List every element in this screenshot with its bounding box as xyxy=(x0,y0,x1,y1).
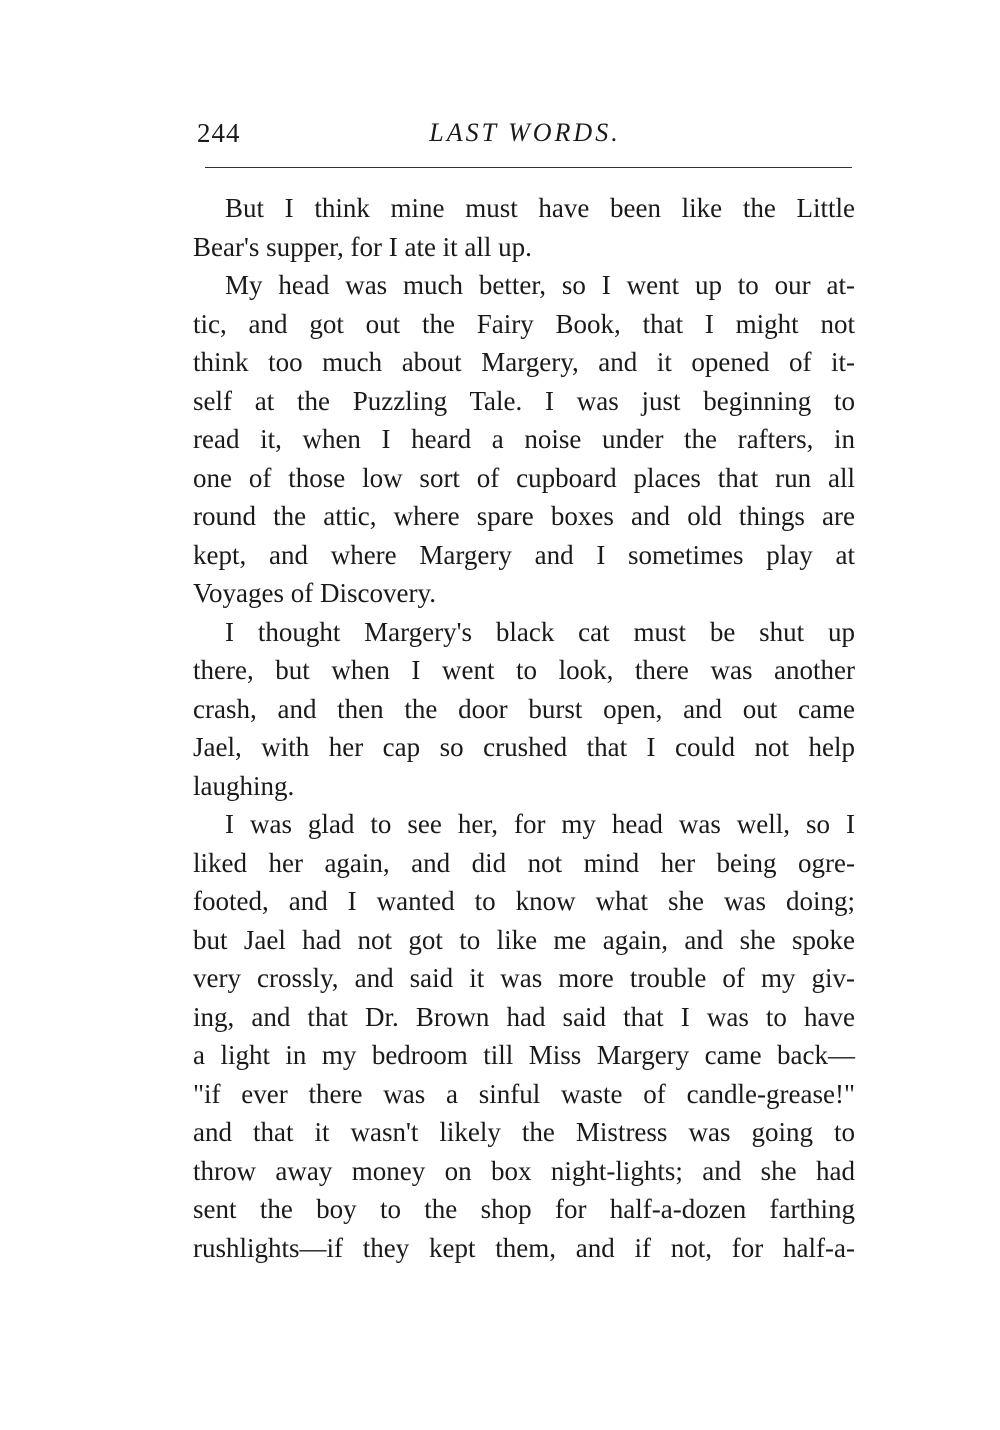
text-line: Jael, with her cap so crushed that I could not help xyxy=(193,732,855,762)
text-line: Bear's supper, for I ate it all up. xyxy=(193,231,532,262)
text-line: there, but when I went to look, there was another xyxy=(193,655,855,685)
text-line: and that it wasn't likely the Mistress was going to xyxy=(193,1117,855,1147)
text-line: read it, when I heard a noise under the rafters, in xyxy=(193,424,855,454)
body-text xyxy=(193,189,855,1267)
text-line: I thought Margery's black cat must be shut up xyxy=(225,616,855,647)
page-number: 244 xyxy=(197,118,241,148)
text-line: very crossly, and said it was more trouble of my giv- xyxy=(193,963,855,993)
text-line: round the attic, where spare boxes and old things are xyxy=(193,501,855,531)
text-line: throw away money on box night-lights; and she had xyxy=(193,1155,855,1186)
text-line: a light in my bedroom till Miss Margery came back— xyxy=(193,1040,855,1070)
text-line: sent the boy to the shop for half-a-dozen farthing xyxy=(193,1194,855,1224)
text-line: kept, and where Margery and I sometimes play at xyxy=(193,539,855,570)
text-line: self at the Puzzling Tale. I was just beginning to xyxy=(193,385,855,416)
text-line: ing, and that Dr. Brown had said that I was to have xyxy=(193,1001,855,1032)
text-line: But I think mine must have been like the Little xyxy=(225,193,855,223)
text-line: one of those low sort of cupboard places that run all xyxy=(193,462,855,493)
text-line: I was glad to see her, for my head was well, so I xyxy=(225,809,855,839)
text-line: My head was much better, so I went up to our at- xyxy=(225,270,855,300)
text-line: Voyages of Discovery. xyxy=(193,578,436,608)
text-line: liked her again, and did not mind her being ogre- xyxy=(193,847,855,878)
text-line: laughing. xyxy=(193,770,295,801)
header-rule xyxy=(205,167,852,168)
page-header xyxy=(197,112,853,156)
text-line: rushlights—if they kept them, and if not, for half-a- xyxy=(193,1232,855,1263)
text-line: think too much about Margery, and it opened of it- xyxy=(193,347,855,377)
text-line: "if ever there was a sinful waste of candle-grease!" xyxy=(193,1078,855,1109)
text-line: crash, and then the door burst open, and out came xyxy=(193,693,855,724)
text-line: but Jael had not got to like me again, and she spoke xyxy=(193,924,855,955)
running-head: LAST WORDS. xyxy=(429,118,621,147)
text-line: footed, and I wanted to know what she was doing; xyxy=(193,886,855,916)
text-line: tic, and got out the Fairy Book, that I might not xyxy=(193,308,855,339)
